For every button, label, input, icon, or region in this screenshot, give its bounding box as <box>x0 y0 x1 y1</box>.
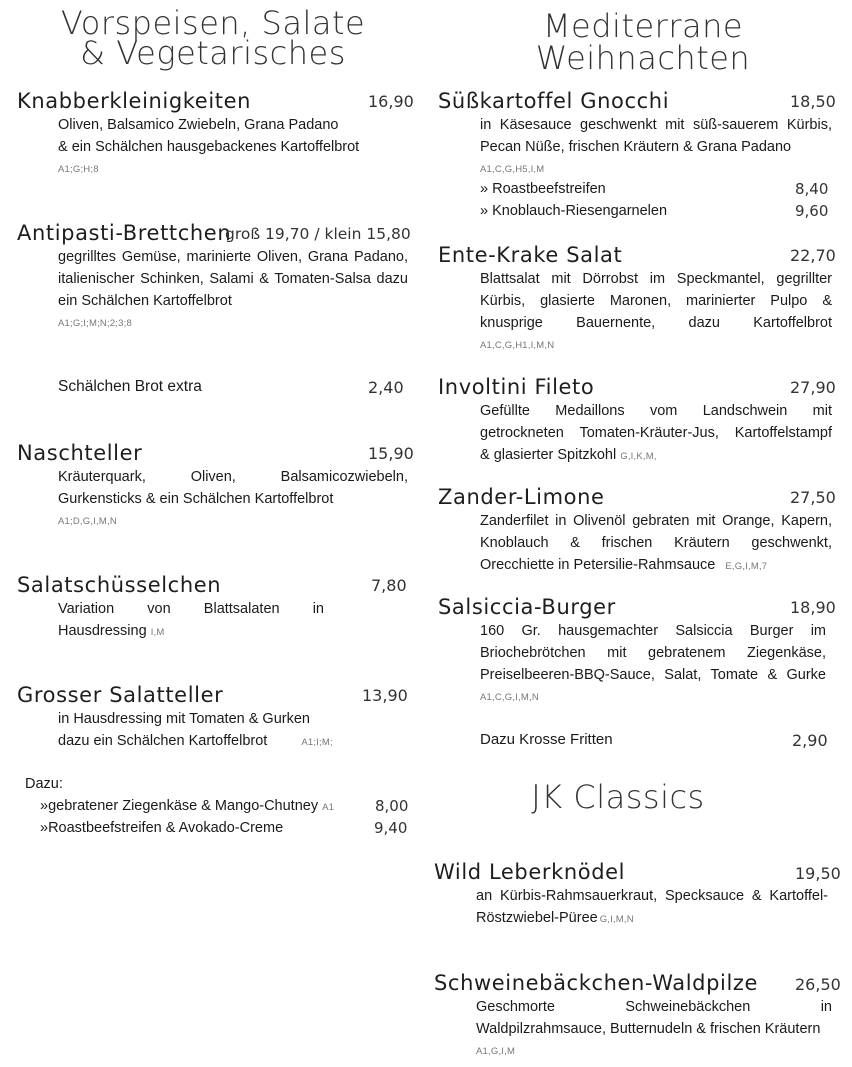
item-description: Kräuterquark, Oliven, Balsamicozwiebeln, Gurkensticks & ein Schälchen Kartoffelbrot <box>58 469 408 507</box>
allergen-codes: A1;I;M; <box>301 737 333 748</box>
item-description: Geschmorte Schweinebäckchen in Waldpilzrahmsauce, Butternudeln & frischen Kräutern <box>476 999 832 1037</box>
sub-option: » Knoblauch-Riesengarnelen <box>480 203 668 219</box>
item-price: 18,50 <box>790 92 836 111</box>
item-name: Dazu Krosse Fritten <box>480 731 613 748</box>
item-price: 19,50 <box>795 864 841 883</box>
item-description: in Käsesauce geschwenkt mit süß-sauerem Kürbis, Pecan Nüße, frischen Kräutern & Grana Padano <box>480 117 832 155</box>
item-price: 26,50 <box>795 975 841 994</box>
sub-option: » Roastbeefstreifen <box>480 181 606 197</box>
item-price: 27,50 <box>790 488 836 507</box>
item-description-cont: Röstzwiebel-Püree G,I,M,N <box>476 910 634 926</box>
item-price: 16,90 <box>368 92 414 111</box>
allergen-codes: A1,C,G,H5,I,M <box>480 164 545 175</box>
item-price: 2,40 <box>368 378 404 397</box>
item-name: Grosser Salatteller <box>17 683 224 707</box>
item-price: 2,90 <box>792 731 828 750</box>
allergen-codes: A1;G;H;8 <box>58 164 99 175</box>
item-price: 18,90 <box>790 598 836 617</box>
item-description: an Kürbis-Rahmsauerkraut, Specksauce & Kartoffel- <box>476 888 828 904</box>
item-name: Schweinebäckchen-Waldpilze <box>434 971 759 995</box>
item-price: groß 19,70 / klein 15,80 <box>225 225 411 243</box>
allergen-codes: A1;D,G,I,M,N <box>58 516 117 527</box>
extra-price: 9,40 <box>374 819 408 837</box>
item-description: Blattsalat mit Dörrobst im Speckmantel, gegrillter Kürbis, glasierte Maronen, marinierter Pulpo & knusprige Bauernente, dazu Kartoffelbrot <box>480 271 832 331</box>
item-price: 13,90 <box>362 686 408 705</box>
allergen-codes: A1,G,I,M <box>476 1046 516 1057</box>
item-price: 15,90 <box>368 444 414 463</box>
allergen-codes: G,I,K,M, <box>620 451 657 462</box>
item-description: 160 Gr. hausgemachter Salsiccia Burger im Briochebrötchen mit gebratenem Ziegenkäse, Preiselbeeren-BBQ-Sauce, Salat, Tomate & Gurke <box>480 623 826 683</box>
item-description: gegrilltes Gemüse, marinierte Oliven, Grana Padano, italienischer Schinken, Salami & Tomaten-Salsa dazu ein Schälchen Kartoffelbrot <box>58 249 408 309</box>
item-description: Oliven, Balsamico Zwiebeln, Grana Padano & ein Schälchen hausgebackenes Kartoffelbrot <box>58 117 360 155</box>
extras-label: Dazu: <box>25 776 63 792</box>
item-name: Süßkartoffel Gnocchi <box>438 89 670 113</box>
section-title-mediterranean: Mediterrane Weihnachten <box>535 7 751 77</box>
item-name: Ente-Krake Salat <box>438 243 623 267</box>
sub-option-price: 8,40 <box>795 180 829 198</box>
item-description-cont: & glasierter Spitzkohl G,I,K,M, <box>480 447 657 463</box>
item-price: 7,80 <box>371 576 407 595</box>
item-name: Salatschüsselchen <box>17 573 222 597</box>
item-description-cont: Orecchiette in Petersilie-Rahmsauce E,G,I,M,7 <box>480 557 768 573</box>
item-name: Salsiccia-Burger <box>438 595 616 619</box>
item-description: Gefüllte Medaillons vom Landschwein mit getrockneten Tomaten-Kräuter-Jus, Kartoffelstampf <box>480 403 832 441</box>
item-price: 27,90 <box>790 378 836 397</box>
item-description: in Hausdressing mit Tomaten & Gurken dazu ein Schälchen Kartoffelbrot A1;I;M; <box>58 711 333 749</box>
allergen-codes: A1,C,G,H1,I,M,N <box>480 340 555 351</box>
extra-item: »Roastbeefstreifen & Avokado-Creme <box>40 820 284 836</box>
item-name: Naschteller <box>17 441 143 465</box>
item-price: 22,70 <box>790 246 836 265</box>
item-name: Schälchen Brot extra <box>58 378 202 395</box>
section-title-classics: JK Classics <box>531 778 705 816</box>
allergen-codes: A1,C,G,I,M,N <box>480 692 539 703</box>
allergen-codes: A1;G;I;M;N;2;3;8 <box>58 318 132 329</box>
item-name: Zander-Limone <box>438 485 605 509</box>
item-name: Antipasti-Brettchen <box>17 221 232 245</box>
extra-item: »gebratener Ziegenkäse & Mango-Chutney A1 <box>40 798 335 814</box>
item-name: Knabberkleinigkeiten <box>17 89 252 113</box>
item-name: Involtini Fileto <box>438 375 595 399</box>
allergen-codes: A1 <box>322 802 335 813</box>
item-name: Wild Leberknödel <box>434 860 626 884</box>
sub-option-price: 9,60 <box>795 202 829 220</box>
extra-price: 8,00 <box>375 797 409 815</box>
allergen-codes: G,I,M,N <box>599 914 634 925</box>
allergen-codes: I,M <box>150 627 165 638</box>
item-description: Zanderfilet in Olivenöl gebraten mit Orange, Kapern, Knoblauch & frischen Kräutern geschwenkt, <box>480 513 832 551</box>
allergen-codes: E,G,I,M,7 <box>725 561 768 572</box>
item-description: Variation von Blattsalaten in <box>58 601 324 617</box>
section-title-starters: Vorspeisen, Salate & Vegetarisches <box>60 4 366 72</box>
item-description-cont: Hausdressing I,M <box>58 623 165 639</box>
